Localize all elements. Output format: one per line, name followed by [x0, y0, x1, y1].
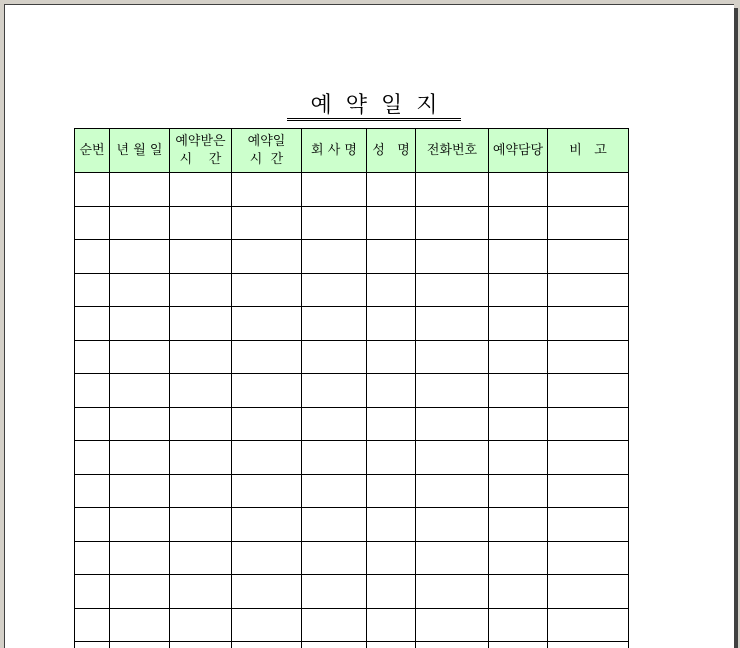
cell-remarks	[548, 474, 629, 508]
cell-reserved-time	[232, 508, 302, 542]
cell-staff	[489, 340, 548, 374]
cell-phone	[416, 541, 489, 575]
cell-date	[110, 441, 170, 475]
cell-name	[367, 474, 416, 508]
column-header-name: 성 명	[367, 129, 416, 173]
cell-received-time	[170, 508, 232, 542]
cell-staff	[489, 240, 548, 274]
cell-company	[302, 441, 367, 475]
cell-remarks	[548, 240, 629, 274]
table-row	[75, 173, 629, 207]
cell-remarks	[548, 273, 629, 307]
cell-company	[302, 508, 367, 542]
column-header-no: 순번	[75, 129, 110, 173]
cell-phone	[416, 340, 489, 374]
cell-remarks	[548, 541, 629, 575]
cell-no	[75, 206, 110, 240]
cell-date	[110, 206, 170, 240]
cell-remarks	[548, 407, 629, 441]
cell-company	[302, 608, 367, 642]
column-header-received-time: 예약받은 시 간	[170, 129, 232, 173]
cell-reserved-time	[232, 273, 302, 307]
cell-no	[75, 273, 110, 307]
cell-no	[75, 474, 110, 508]
cell-no	[75, 441, 110, 475]
table-body	[75, 173, 629, 648]
cell-reserved-time	[232, 541, 302, 575]
cell-company	[302, 206, 367, 240]
cell-no	[75, 407, 110, 441]
cell-received-time	[170, 273, 232, 307]
cell-phone	[416, 474, 489, 508]
cell-name	[367, 273, 416, 307]
cell-date	[110, 407, 170, 441]
reservation-log-table	[74, 128, 629, 648]
table-row	[75, 474, 629, 508]
cell-staff	[489, 173, 548, 207]
cell-phone	[416, 173, 489, 207]
column-header-staff: 예약담당	[489, 129, 548, 173]
cell-received-time	[170, 374, 232, 408]
cell-reserved-time	[232, 340, 302, 374]
column-header-remarks: 비 고	[548, 129, 629, 173]
cell-no	[75, 575, 110, 609]
cell-company	[302, 340, 367, 374]
cell-staff	[489, 541, 548, 575]
cell-staff	[489, 608, 548, 642]
cell-staff	[489, 441, 548, 475]
cell-reserved-time	[232, 642, 302, 648]
cell-reserved-time	[232, 240, 302, 274]
cell-received-time	[170, 206, 232, 240]
cell-name	[367, 508, 416, 542]
table-row	[75, 407, 629, 441]
cell-phone	[416, 608, 489, 642]
cell-received-time	[170, 608, 232, 642]
table-row	[75, 307, 629, 341]
cell-received-time	[170, 541, 232, 575]
cell-no	[75, 508, 110, 542]
cell-phone	[416, 441, 489, 475]
cell-date	[110, 508, 170, 542]
cell-date	[110, 541, 170, 575]
cell-staff	[489, 307, 548, 341]
table-row	[75, 273, 629, 307]
cell-no	[75, 340, 110, 374]
cell-reserved-time	[232, 608, 302, 642]
table-row	[75, 240, 629, 274]
cell-received-time	[170, 340, 232, 374]
cell-reserved-time	[232, 374, 302, 408]
cell-staff	[489, 273, 548, 307]
cell-no	[75, 173, 110, 207]
cell-company	[302, 374, 367, 408]
cell-no	[75, 642, 110, 648]
cell-name	[367, 541, 416, 575]
cell-date	[110, 307, 170, 341]
cell-phone	[416, 508, 489, 542]
cell-name	[367, 240, 416, 274]
cell-reserved-time	[232, 206, 302, 240]
cell-remarks	[548, 441, 629, 475]
cell-phone	[416, 642, 489, 648]
cell-received-time	[170, 575, 232, 609]
cell-phone	[416, 273, 489, 307]
table-row	[75, 642, 629, 648]
cell-staff	[489, 206, 548, 240]
cell-name	[367, 307, 416, 341]
cell-staff	[489, 374, 548, 408]
cell-staff	[489, 474, 548, 508]
cell-reserved-time	[232, 441, 302, 475]
cell-phone	[416, 407, 489, 441]
page-shadow	[734, 8, 738, 648]
cell-name	[367, 173, 416, 207]
cell-phone	[416, 240, 489, 274]
column-header-reserved-time: 예약일 시 간	[232, 129, 302, 173]
cell-name	[367, 340, 416, 374]
table-row	[75, 575, 629, 609]
cell-no	[75, 307, 110, 341]
cell-date	[110, 173, 170, 207]
cell-date	[110, 374, 170, 408]
cell-company	[302, 273, 367, 307]
column-header-company: 회 사 명	[302, 129, 367, 173]
cell-received-time	[170, 407, 232, 441]
cell-reserved-time	[232, 173, 302, 207]
cell-company	[302, 173, 367, 207]
cell-received-time	[170, 173, 232, 207]
cell-remarks	[548, 307, 629, 341]
cell-date	[110, 608, 170, 642]
cell-received-time	[170, 307, 232, 341]
cell-company	[302, 474, 367, 508]
cell-date	[110, 642, 170, 648]
cell-received-time	[170, 240, 232, 274]
cell-remarks	[548, 608, 629, 642]
cell-no	[75, 608, 110, 642]
cell-remarks	[548, 206, 629, 240]
cell-date	[110, 340, 170, 374]
cell-name	[367, 206, 416, 240]
table-row	[75, 508, 629, 542]
cell-staff	[489, 407, 548, 441]
cell-company	[302, 240, 367, 274]
cell-remarks	[548, 374, 629, 408]
cell-reserved-time	[232, 575, 302, 609]
table-row	[75, 374, 629, 408]
table-row	[75, 608, 629, 642]
cell-received-time	[170, 642, 232, 648]
cell-phone	[416, 374, 489, 408]
cell-name	[367, 407, 416, 441]
cell-name	[367, 374, 416, 408]
cell-no	[75, 374, 110, 408]
table-row	[75, 206, 629, 240]
cell-company	[302, 407, 367, 441]
cell-name	[367, 642, 416, 648]
cell-reserved-time	[232, 474, 302, 508]
cell-received-time	[170, 441, 232, 475]
table-row	[75, 340, 629, 374]
cell-date	[110, 273, 170, 307]
cell-remarks	[548, 642, 629, 648]
cell-company	[302, 575, 367, 609]
cell-date	[110, 474, 170, 508]
cell-remarks	[548, 575, 629, 609]
cell-name	[367, 441, 416, 475]
cell-phone	[416, 307, 489, 341]
table-row	[75, 441, 629, 475]
cell-remarks	[548, 508, 629, 542]
cell-no	[75, 541, 110, 575]
cell-staff	[489, 575, 548, 609]
cell-no	[75, 240, 110, 274]
cell-date	[110, 575, 170, 609]
cell-remarks	[548, 340, 629, 374]
cell-name	[367, 608, 416, 642]
cell-staff	[489, 642, 548, 648]
cell-company	[302, 642, 367, 648]
cell-name	[367, 575, 416, 609]
header-row	[75, 129, 629, 173]
cell-company	[302, 307, 367, 341]
cell-staff	[489, 508, 548, 542]
cell-date	[110, 240, 170, 274]
column-header-date: 년 월 일	[110, 129, 170, 173]
table-row	[75, 541, 629, 575]
cell-reserved-time	[232, 407, 302, 441]
cell-reserved-time	[232, 307, 302, 341]
column-header-phone: 전화번호	[416, 129, 489, 173]
cell-phone	[416, 206, 489, 240]
cell-company	[302, 541, 367, 575]
cell-remarks	[548, 173, 629, 207]
document-title: 예 약 일 지	[287, 91, 461, 121]
cell-phone	[416, 575, 489, 609]
cell-received-time	[170, 474, 232, 508]
